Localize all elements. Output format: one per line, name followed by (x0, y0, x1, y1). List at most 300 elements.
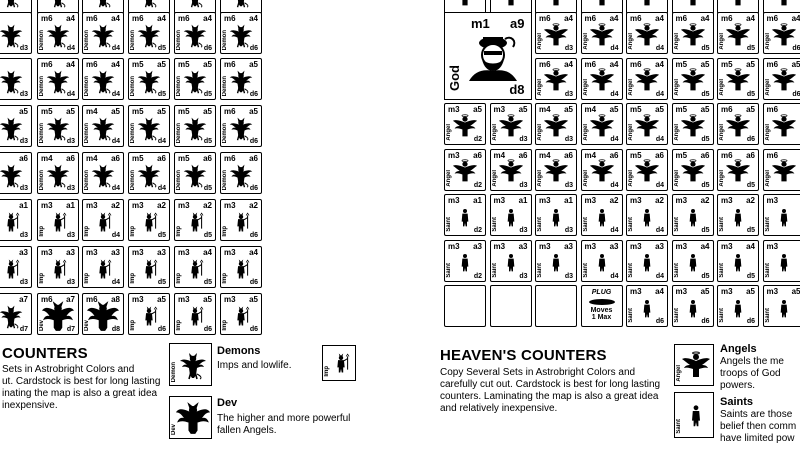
demon-icon (228, 68, 254, 94)
angel-counter (717, 12, 759, 54)
angel-icon (725, 67, 751, 93)
demon-icon (90, 68, 116, 94)
attack-value: a2 (655, 196, 664, 205)
angel-icon (498, 113, 524, 139)
saint-icon (683, 296, 703, 320)
attack-value: a5 (157, 107, 166, 116)
legend-side-label: Demon (171, 361, 177, 382)
defense-value: d4 (610, 227, 619, 234)
saint-counter (535, 240, 577, 282)
movement-value: m3 (224, 201, 236, 210)
attack-value: a4 (249, 248, 258, 257)
movement-value: m5 (630, 150, 642, 160)
angel-counter (763, 58, 800, 100)
defense-value: d6 (746, 318, 755, 325)
demon-counter (37, 12, 79, 54)
hell-counter-grid (0, 0, 360, 340)
unit-type-label: Demon (176, 122, 182, 143)
fallen-angel-icon (176, 401, 210, 435)
defense-value: d4 (655, 45, 664, 52)
attack-value: a3 (111, 248, 120, 257)
unit-type-label: Demon (222, 122, 228, 143)
unit-type-label: Demon (84, 75, 90, 96)
movement-value: m3 (584, 196, 597, 205)
unit-type-label: Saint (719, 217, 725, 232)
unit-type-label: Imp (222, 273, 228, 284)
defense-value: d6 (249, 279, 258, 286)
angel-legend-counter (674, 344, 714, 386)
movement-value: m3 (721, 241, 733, 251)
imp-icon (47, 210, 69, 234)
unit-type-label: Angel (491, 169, 498, 187)
attack-value: a6 (564, 150, 573, 160)
defense-value: d5 (701, 227, 710, 234)
attack-value: a6 (473, 150, 482, 160)
defense-value: d5 (701, 272, 710, 280)
defense-value: d3 (564, 136, 573, 143)
unit-type-label: Saint (537, 217, 543, 232)
movement-value: m4 (539, 105, 551, 114)
attack-value: a2 (157, 201, 166, 210)
defense-value: d3 (66, 185, 75, 192)
angel-icon (543, 67, 569, 93)
heaven-instructions-line: and relatively inexpensive. (440, 403, 558, 414)
defense-value: d4 (66, 45, 75, 52)
attack-value: a5 (249, 107, 258, 116)
attack-value: a2 (700, 196, 710, 205)
demon-counter (174, 105, 216, 147)
saint-icon (774, 250, 794, 274)
attack-value: a7 (19, 295, 28, 304)
angel-icon (543, 0, 569, 8)
angel-counter (581, 12, 623, 54)
attack-value: a5 (746, 287, 755, 296)
unit-type-label: Saint (673, 262, 680, 278)
attack-value: a6 (518, 150, 528, 160)
god-counter (444, 12, 532, 100)
angel-counter (626, 149, 668, 191)
movement-value: m3 (41, 201, 53, 210)
heaven-instructions-line: Copy Several Sets in Astrobright Colors and (440, 367, 636, 378)
saints-legend-heading: Saints (720, 396, 754, 408)
unit-type-label: Angel (537, 124, 543, 141)
fallen-angel-icon (87, 300, 119, 332)
demon-legend-counter (169, 343, 212, 386)
unit-type-label: Dev (39, 319, 45, 331)
unit-type-label: Demon (39, 29, 45, 50)
defense-value: d6 (249, 45, 258, 52)
dev-legend-counter (169, 396, 212, 439)
unit-type-label: Angel (537, 78, 543, 96)
unit-type-label: Angel (628, 169, 634, 187)
imp-icon (230, 257, 252, 281)
imp-counter (220, 246, 262, 288)
unit-type-label: Imp (222, 226, 228, 237)
movement-value: m3 (539, 241, 551, 251)
heaven-counter-grid (436, 0, 800, 340)
imp-icon (92, 257, 114, 281)
angel-icon (725, 0, 751, 8)
movement-value: m6 (721, 150, 733, 160)
angel-counter (626, 12, 668, 54)
movement-value: m5 (132, 107, 144, 116)
imp-counter (174, 246, 216, 288)
attack-value: a6 (609, 150, 619, 160)
movement-value: m4 (493, 150, 506, 160)
plug-max-label: 1 Max (591, 314, 612, 321)
angel-counter (672, 12, 714, 54)
saint-counter (672, 285, 714, 327)
demon-icon (136, 162, 162, 188)
unit-type-label: Saint (628, 217, 634, 232)
heaven-sheet-instructions (440, 367, 675, 415)
defense-value: d4 (610, 90, 619, 98)
unit-type-label: Saint (764, 308, 771, 323)
movement-value: m3 (539, 196, 551, 205)
defense-value: d2 (473, 136, 482, 143)
defense-value: d4 (655, 90, 664, 98)
imp-icon (138, 210, 160, 234)
defense-value: d3 (564, 181, 573, 189)
demon-counter (82, 12, 124, 54)
unit-type-label: Angel (673, 124, 680, 141)
movement-value: m3 (766, 196, 779, 205)
attack-value: a9 (510, 16, 525, 31)
angel-icon (498, 0, 524, 8)
movement-value: m3 (41, 248, 53, 257)
saint-counter (626, 285, 668, 327)
movement-value: m6 (584, 59, 597, 69)
movement-value: m6 (224, 60, 236, 69)
demons-legend-text (217, 360, 327, 372)
saint-icon (683, 205, 703, 229)
saint-icon (774, 205, 794, 229)
saint-counter (717, 194, 759, 236)
demon-icon (45, 0, 71, 8)
defense-value: d3 (519, 272, 528, 280)
demon-icon (90, 115, 116, 141)
attack-value: a4 (609, 59, 619, 69)
movement-value: m3 (178, 201, 190, 210)
defense-value: d3 (519, 181, 528, 189)
movement-value: m3 (721, 196, 733, 205)
unit-type-label: Demon (176, 29, 182, 50)
movement-value: m6 (721, 105, 733, 114)
angel-icon (771, 22, 797, 48)
attack-value: a3 (609, 241, 619, 251)
movement-value: m5 (178, 60, 190, 69)
demon-icon (182, 68, 208, 94)
demon-icon (45, 115, 71, 141)
demon-counter (128, 12, 170, 54)
blank-counter (490, 285, 532, 327)
saint-icon (684, 401, 708, 429)
movement-value: m6 (675, 14, 688, 23)
movement-value: m5 (132, 60, 144, 69)
saint-icon (455, 250, 475, 274)
saint-icon (683, 250, 703, 274)
movement-value: m6 (630, 59, 642, 69)
saint-icon (774, 296, 794, 320)
defense-value: d5 (203, 91, 212, 98)
defense-value: d8 (509, 81, 525, 97)
unit-type-label: Saint (582, 217, 589, 232)
movement-value: m6 (224, 107, 236, 116)
attack-value: a1 (518, 196, 528, 205)
attack-value: a2 (609, 196, 619, 205)
dev-counter (37, 293, 79, 335)
unit-type-label: God (447, 64, 462, 91)
demon-icon (228, 0, 254, 8)
saint-counter (763, 285, 800, 327)
movement-value: m6 (630, 14, 642, 23)
demon-counter (128, 152, 170, 194)
defense-value: d3 (19, 232, 28, 239)
angel-icon (589, 158, 615, 184)
movement-value: m3 (630, 241, 642, 251)
movement-value: m3 (630, 196, 642, 205)
unit-type-label: Imp (39, 273, 45, 284)
movement-value: m3 (448, 105, 460, 114)
saint-legend-counter (674, 392, 714, 438)
saint-counter (763, 240, 800, 282)
devil-counter (0, 152, 32, 194)
defense-value: d8 (111, 326, 120, 333)
unit-type-label: Imp (130, 273, 136, 284)
saint-icon (546, 250, 566, 274)
defense-value: d3 (19, 138, 28, 145)
unit-type-label: Demon (39, 122, 45, 143)
movement-value: m6 (86, 295, 98, 304)
movement-value: m4 (539, 150, 551, 160)
unit-type-label: Demon (130, 169, 136, 190)
saint-icon (637, 205, 657, 229)
defense-value: d6 (157, 326, 166, 333)
attack-value: a5 (518, 105, 528, 114)
demon-icon (136, 115, 162, 141)
saint-icon (501, 250, 521, 274)
angel-counter (581, 103, 623, 145)
defense-value: d4 (610, 181, 619, 189)
movement-value: m3 (178, 295, 190, 304)
angel-counter (535, 103, 577, 145)
demon-icon (0, 22, 24, 48)
defense-value: d3 (19, 185, 28, 192)
movement-value: m6 (86, 60, 98, 69)
angel-icon (725, 113, 751, 139)
movement-value: m6 (539, 59, 551, 69)
saint-counter (626, 194, 668, 236)
defense-value: d4 (655, 136, 664, 143)
imp-icon (0, 210, 22, 234)
movement-value: m3 (721, 287, 733, 296)
defense-value: d5 (203, 185, 212, 192)
defense-value: d4 (111, 279, 120, 286)
defense-value: d4 (111, 91, 120, 98)
attack-value: a4 (609, 14, 619, 23)
demon-icon (45, 162, 71, 188)
angel-icon (681, 350, 711, 380)
demon-icon (0, 303, 24, 329)
blank-counter (535, 285, 577, 327)
angels-legend-text (720, 356, 800, 392)
demon-counter (220, 152, 262, 194)
angel-icon (589, 0, 615, 8)
demon-icon (182, 0, 208, 8)
defense-value: d4 (111, 138, 120, 145)
movement-value: m3 (132, 201, 144, 210)
attack-value: a4 (66, 60, 75, 69)
defense-value: d7 (66, 326, 75, 333)
demon-icon (228, 115, 254, 141)
movement-value: m5 (630, 105, 642, 114)
attack-value: a2 (111, 201, 120, 210)
imp-icon (92, 210, 114, 234)
unit-type-label: Demon (130, 29, 136, 50)
unit-type-label: Angel (764, 124, 771, 141)
movement-value: m3 (630, 287, 642, 296)
unit-type-label: Imp (176, 320, 182, 331)
defense-value: d4 (66, 91, 75, 98)
attack-value: a4 (655, 287, 664, 296)
defense-value: d3 (519, 136, 528, 143)
hell-sheet-instructions (2, 364, 172, 412)
defense-value: d6 (655, 318, 664, 325)
unit-type-label: Saint (764, 262, 771, 278)
attack-value: a4 (203, 14, 212, 23)
angel-icon (680, 0, 706, 8)
movement-value: m6 (41, 14, 53, 23)
angels-legend-heading: Angels (720, 343, 757, 355)
defense-value: d3 (66, 279, 75, 286)
demons-legend-heading: Demons (217, 345, 261, 357)
defense-value: d4 (111, 45, 120, 52)
saint-icon (728, 250, 748, 274)
saint-icon (637, 296, 657, 320)
unit-type-label: Demon (222, 169, 228, 190)
unit-type-label: Angel (491, 124, 498, 141)
attack-value: a5 (655, 105, 664, 114)
demon-counter (220, 12, 262, 54)
defense-value: d4 (157, 185, 166, 192)
attack-value: a3 (66, 248, 75, 257)
movement-value: m5 (721, 59, 733, 69)
movement-value: m6 (178, 14, 190, 23)
saint-counter (717, 240, 759, 282)
unit-type-label: Angel (582, 169, 589, 187)
plug-oval-icon (589, 299, 615, 305)
defense-value: d6 (249, 185, 258, 192)
attack-value: a3 (655, 241, 664, 251)
attack-value: a2 (746, 196, 755, 205)
angel-counter (535, 149, 577, 191)
dev-legend-text (217, 413, 377, 437)
angel-icon (771, 158, 797, 184)
imp-icon (184, 210, 206, 234)
attack-value: a4 (746, 14, 755, 23)
angel-icon (452, 113, 478, 139)
unit-type-label: Saint (673, 308, 680, 323)
defense-value: d3 (564, 227, 573, 234)
defense-value: d6 (792, 45, 800, 52)
defense-value: d5 (203, 138, 212, 145)
movement-value: m6 (721, 14, 733, 23)
demon-icon (136, 0, 162, 8)
legend-line: powers. (720, 380, 756, 391)
unit-type-label: Angel (719, 124, 725, 141)
unit-type-label: Angel (719, 78, 725, 96)
demon-counter (128, 105, 170, 147)
imp-counter (128, 246, 170, 288)
defense-value: d4 (157, 138, 166, 145)
defense-value: d3 (66, 138, 75, 145)
unit-type-label: Imp (84, 226, 90, 237)
demon-counter (220, 58, 262, 100)
angel-icon (771, 0, 797, 8)
attack-value: a3 (564, 241, 573, 251)
saint-counter (717, 285, 759, 327)
angel-counter (763, 12, 800, 54)
demon-icon (182, 22, 208, 48)
defense-value: d3 (19, 45, 28, 52)
movement-value: m6 (41, 60, 53, 69)
attack-value: a6 (655, 150, 664, 160)
angel-counter (581, 149, 623, 191)
movement-value: m3 (675, 287, 688, 296)
saint-icon (728, 205, 748, 229)
movement-value: m4 (584, 150, 597, 160)
movement-value: m3 (132, 295, 144, 304)
saint-icon (455, 205, 475, 229)
movement-value: m6 (224, 154, 236, 163)
defense-value: d5 (701, 181, 710, 189)
unit-type-label: Angel (446, 124, 452, 141)
attack-value: a4 (111, 60, 120, 69)
demon-counter (174, 152, 216, 194)
saint-counter (581, 194, 623, 236)
angel-counter (626, 103, 668, 145)
movement-value: m4 (584, 105, 597, 114)
attack-value: a6 (157, 154, 166, 163)
angel-icon (589, 67, 615, 93)
demon-counter (37, 58, 79, 100)
unit-type-label: Angel (764, 169, 771, 187)
attack-value: a8 (111, 295, 120, 304)
attack-value: a4 (111, 14, 120, 23)
unit-type-label: Demon (39, 75, 45, 96)
demon-icon (90, 22, 116, 48)
unit-type-label: Angel (719, 33, 725, 50)
movement-value: m6 (539, 14, 551, 23)
defense-value: d5 (746, 45, 755, 52)
unit-type-label: Angel (673, 78, 680, 96)
heaven-sheet-title: HEAVEN'S COUNTERS (440, 347, 607, 364)
attack-value: a5 (66, 107, 75, 116)
legend-line: The higher and more powerful (217, 413, 351, 424)
angel-icon (634, 0, 660, 8)
unit-type-label: Angel (719, 169, 725, 187)
imp-counter (220, 199, 262, 241)
angel-counter (763, 103, 800, 145)
unit-type-label: Imp (176, 226, 182, 237)
movement-value: m3 (132, 248, 144, 257)
imp-counter (37, 246, 79, 288)
legend-side-label: Imp (324, 366, 330, 377)
unit-type-label: Saint (446, 262, 452, 278)
unit-type-label: Demon (176, 169, 182, 190)
saint-counter (672, 240, 714, 282)
defense-value: d6 (746, 136, 755, 143)
